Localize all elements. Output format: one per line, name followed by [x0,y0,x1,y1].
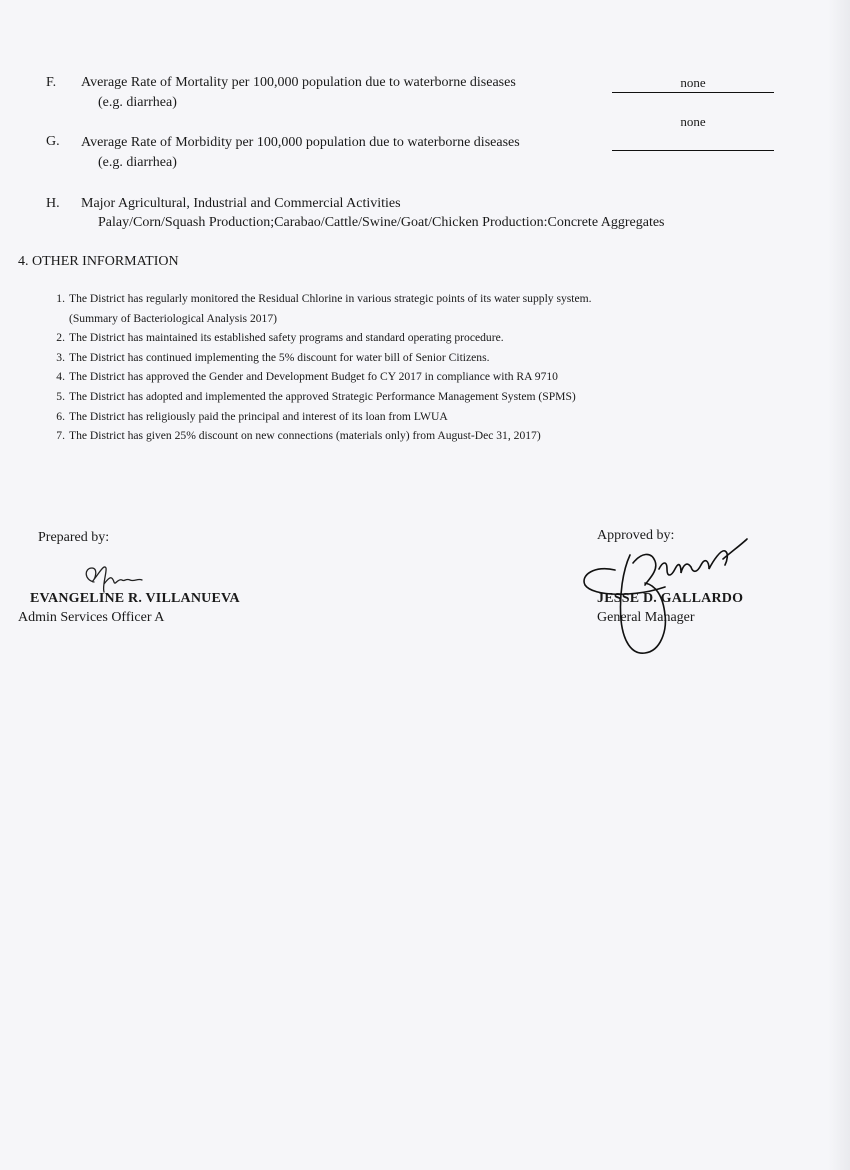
list-text: The District has adopted and implemented the approved Strategic Performance Management System (SPMS) [69,389,576,403]
item-f-underline [612,92,774,93]
approved-by-label: Approved by: [597,528,675,543]
item-h-line2: Palay/Corn/Squash Production;Carabao/Cattle/Swine/Goat/Chicken Production:Concrete Aggregates [98,215,665,230]
list-item [40,348,830,368]
list-text: The District has continued implementing the 5% discount for water bill of Senior Citizens. [69,350,490,364]
item-g-line1: Average Rate of Morbidity per 100,000 population due to waterborne diseases [81,135,520,150]
list-number: 2. [56,331,65,345]
list-text: The District has maintained its established safety programs and standard operating procedure. [69,331,504,345]
item-h-letter: H. [46,196,60,211]
approved-by-name: JESSE D. GALLARDO [597,591,744,606]
list-number: 3. [56,350,65,364]
approved-by-title: General Manager [597,610,695,625]
other-info-list [40,289,830,446]
item-h-line1: Major Agricultural, Industrial and Commercial Activities [81,196,401,211]
list-item [40,426,830,446]
list-text: The District has approved the Gender and Development Budget fo CY 2017 in compliance with RA 9710 [69,370,558,384]
prepared-by-name: EVANGELINE R. VILLANUEVA [30,591,240,606]
prepared-by-title: Admin Services Officer A [18,610,165,625]
list-item [40,289,830,328]
list-number: 1. [56,292,65,305]
section-title: 4. OTHER INFORMATION [18,254,179,269]
list-item [40,328,830,348]
list-item [40,407,830,427]
list-text-line: The District has regularly monitored the Residual Chlorine in various strategic points of its water supply system. [69,292,592,305]
list-item [40,367,830,387]
item-f-line1: Average Rate of Mortality per 100,000 population due to waterborne diseases [81,75,516,90]
list-number: 6. [56,409,65,423]
item-f-letter: F. [46,75,57,90]
list-item [40,387,830,407]
item-f-value: none [680,75,706,90]
item-g-line2: (e.g. diarrhea) [98,155,177,170]
item-g-letter: G. [46,134,60,149]
item-f-line2: (e.g. diarrhea) [98,95,177,110]
signature-icon [575,525,760,665]
list-number: 5. [56,389,65,403]
item-g-value: none [680,114,706,129]
list-number: 4. [56,370,65,384]
list-text [69,289,592,328]
list-text: The District has given 25% discount on new connections (materials only) from August-Dec 31, 2017) [69,429,541,443]
item-g-underline [612,150,774,151]
list-text-line: (Summary of Bacteriological Analysis 2017) [69,311,278,325]
prepared-by-label: Prepared by: [38,530,110,545]
list-text: The District has religiously paid the principal and interest of its loan from LWUA [69,409,448,423]
list-number: 7. [56,429,65,443]
page-edge-shadow [828,0,850,1170]
